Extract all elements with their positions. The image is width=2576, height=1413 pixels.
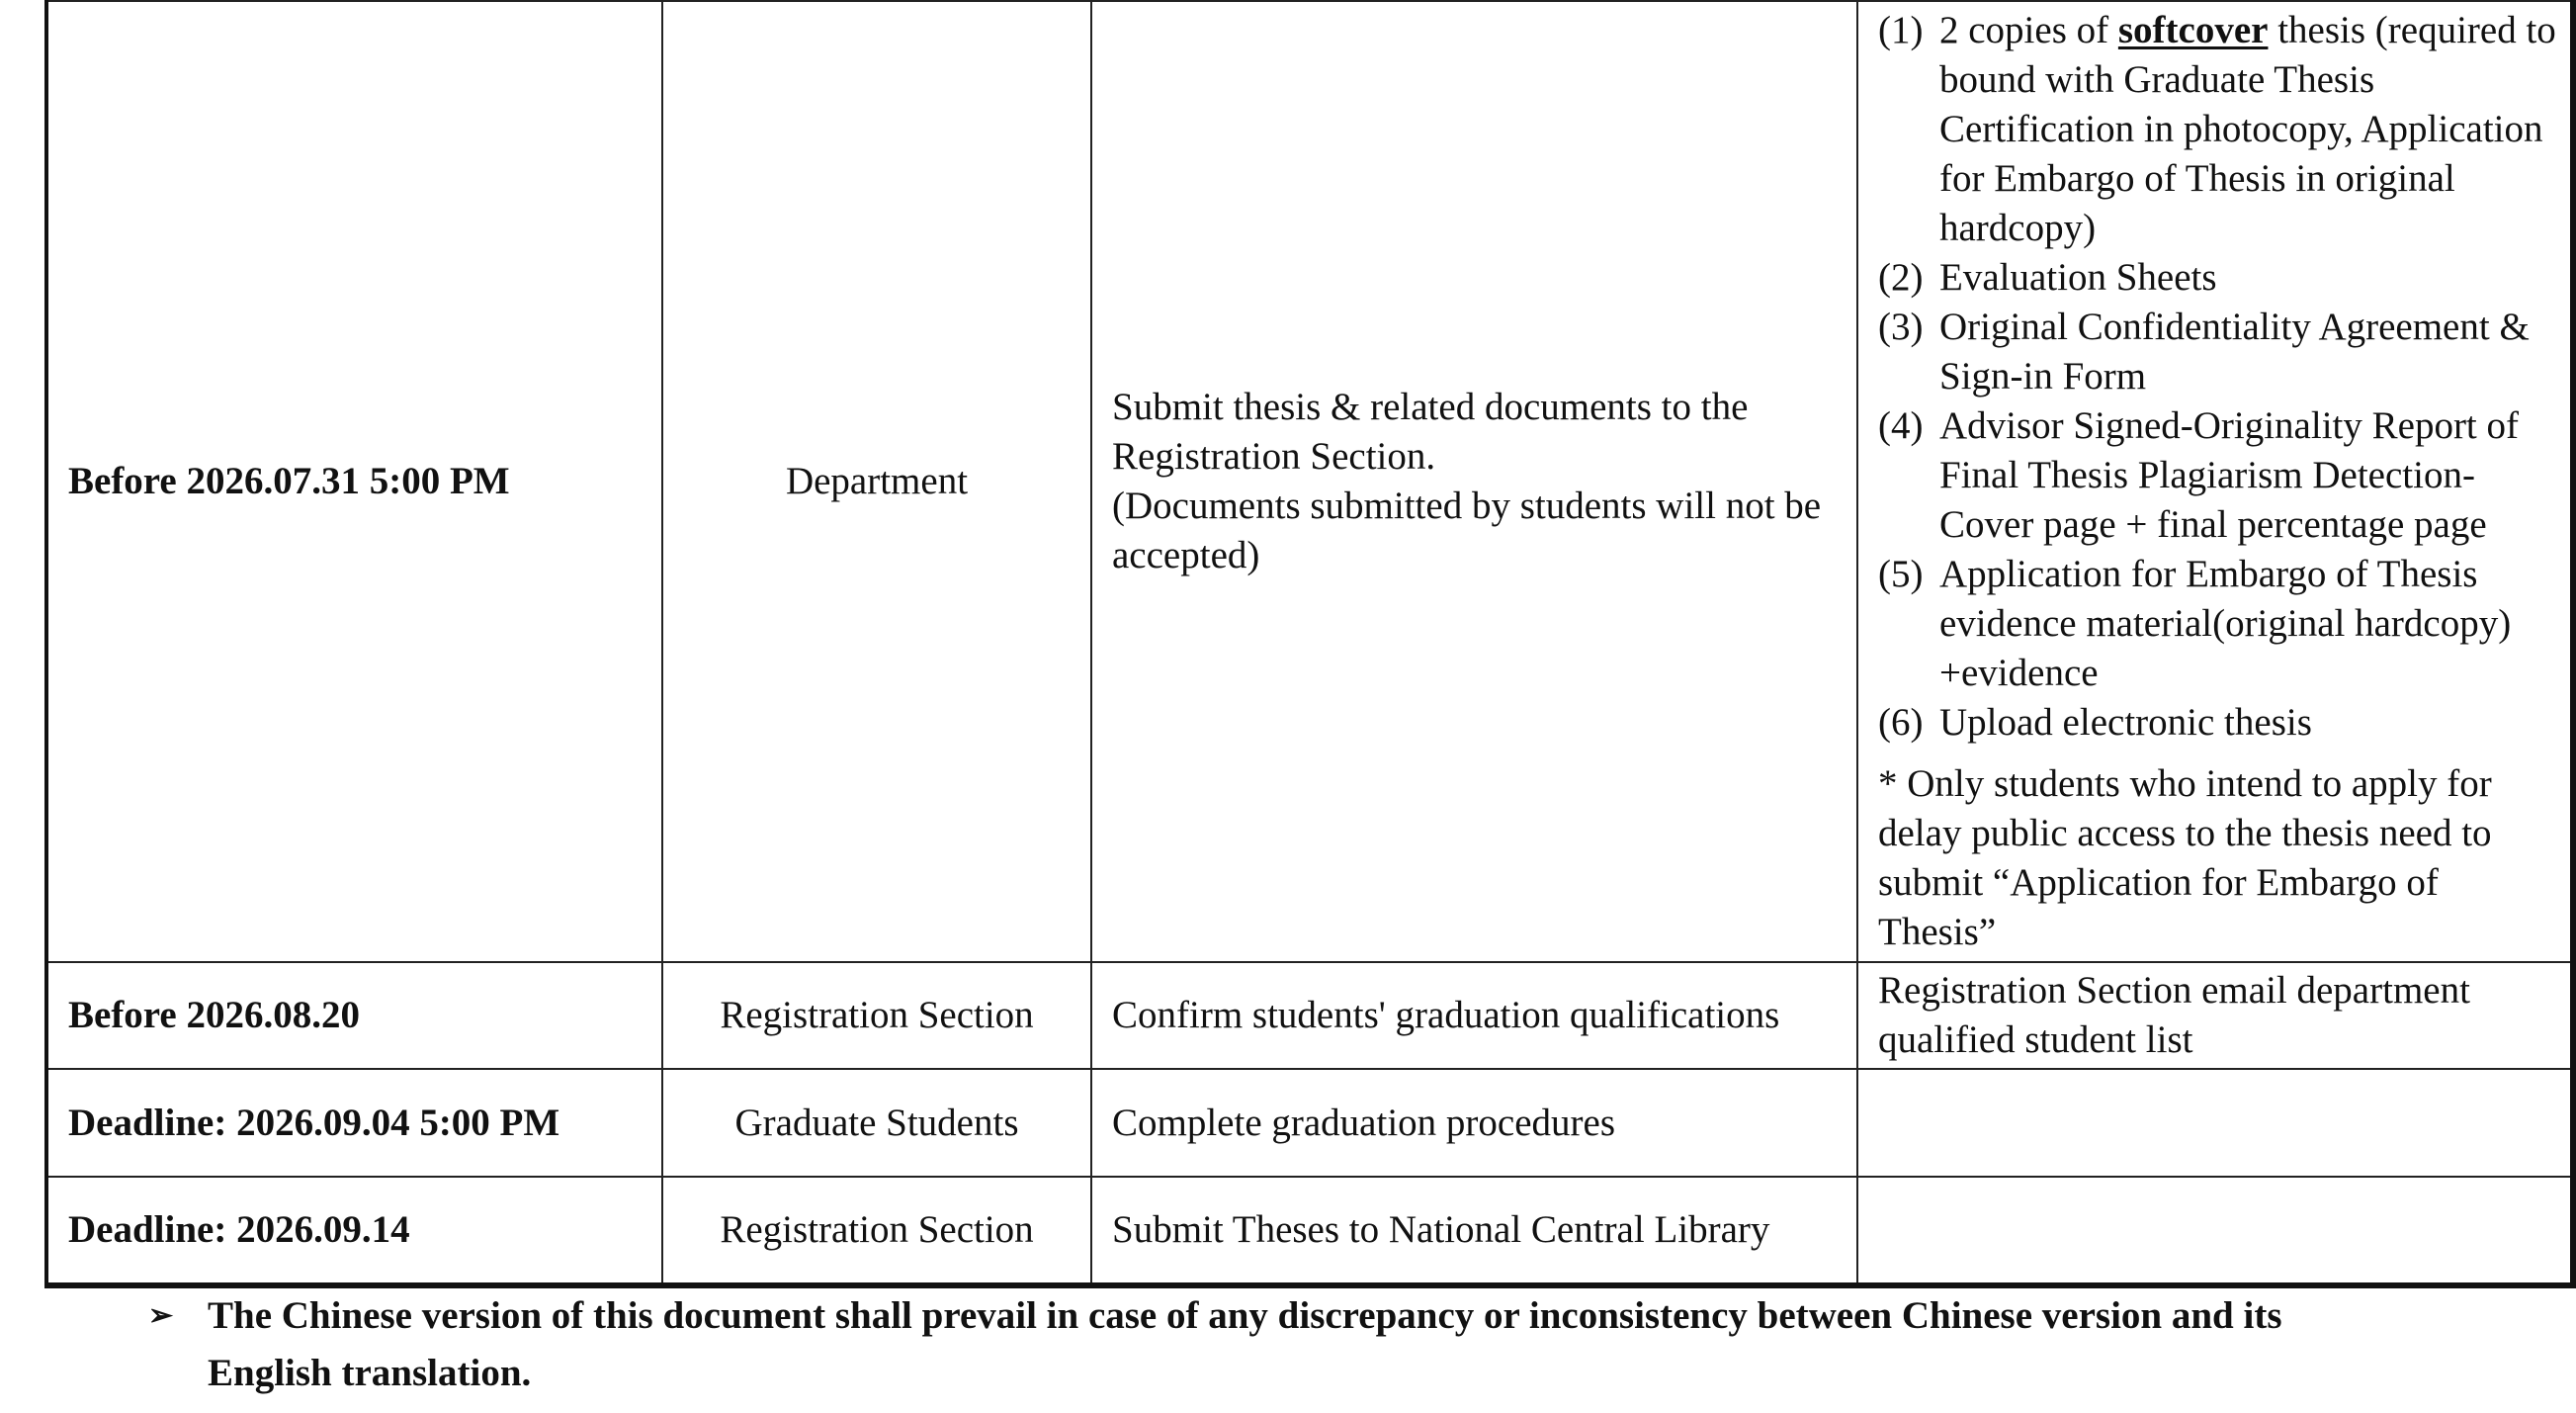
deadline-text: Before 2026.07.31 5:00 PM [68, 460, 510, 502]
unit-cell [662, 1069, 1091, 1177]
deadline-text: Deadline: 2026.09.14 [68, 1208, 410, 1251]
document-text-emphasis: softcover [2117, 9, 2269, 51]
document-text-pre: 2 copies of [1939, 9, 2118, 51]
task-text: Submit thesis & related documents to the Registration Section. (Documents submitted by students will not be accepted) [1112, 386, 1822, 576]
document-text: Advisor Signed-Originality Report of Final Thesis Plagiarism Detection-Cover page + final percentage page [1939, 404, 2520, 546]
unit-cell [662, 1177, 1091, 1285]
table-row [46, 1069, 2573, 1177]
document-number: (1) [1878, 9, 1924, 51]
table-row [46, 1177, 2573, 1285]
document-item [1878, 401, 2560, 550]
document-text: Evaluation Sheets [1939, 256, 2217, 299]
task-cell [1091, 1177, 1857, 1285]
document-item [1878, 698, 2560, 748]
task-text: Confirm students' graduation qualifications [1112, 994, 1780, 1036]
documents-cell [1857, 1069, 2573, 1177]
documents-cell [1857, 1, 2573, 962]
document-number: (3) [1878, 306, 1924, 348]
task-cell [1091, 1069, 1857, 1177]
document-item [1878, 303, 2560, 401]
document-text: Application for Embargo of Thesis evidence material(original hardcopy) +evidence [1939, 553, 2512, 694]
embargo-note: * Only students who intend to apply for delay public access to the thesis need to submit “Application for Embargo of Thesis” [1878, 762, 2492, 953]
unit-text: Department [785, 460, 969, 502]
deadline-cell [46, 962, 662, 1069]
task-text: Submit Theses to National Central Library [1112, 1208, 1770, 1251]
unit-text: Graduate Students [734, 1101, 1019, 1144]
document-text: Registration Section email department qualified student list [1878, 969, 2470, 1061]
table-row [46, 1, 2573, 962]
footnote [148, 1287, 2372, 1402]
deadline-cell [46, 1177, 662, 1285]
unit-text: Registration Section [720, 994, 1034, 1036]
task-cell [1091, 1, 1857, 962]
document-number: (5) [1878, 553, 1924, 595]
unit-cell [662, 1, 1091, 962]
table-row [46, 962, 2573, 1069]
task-cell [1091, 962, 1857, 1069]
documents-cell [1857, 962, 2573, 1069]
deadline-text: Deadline: 2026.09.04 5:00 PM [68, 1101, 560, 1144]
document-text-post: thesis (required to bound with Graduate Thesis Certification in photocopy, Application for Embargo of Thesis in original hardcopy) [1939, 9, 2556, 249]
document-number: (6) [1878, 701, 1924, 744]
arrow-bullet-icon: ➢ [148, 1299, 174, 1332]
deadline-text: Before 2026.08.20 [68, 994, 360, 1036]
document-text: Upload electronic thesis [1939, 701, 2312, 744]
deadline-cell [46, 1, 662, 962]
document-number: (4) [1878, 404, 1924, 447]
document-text: Original Confidentiality Agreement & Sign-in Form [1939, 306, 2530, 397]
task-text: Complete graduation procedures [1112, 1101, 1615, 1144]
documents-cell [1857, 1177, 2573, 1285]
schedule-table [44, 0, 2576, 1288]
footnote-text: The Chinese version of this document shall prevail in case of any discrepancy or inconsistency between Chinese version and its English translation. [208, 1294, 2282, 1394]
document-item [1878, 6, 2560, 253]
document-item [1878, 253, 2560, 303]
document-item [1878, 550, 2560, 698]
deadline-cell [46, 1069, 662, 1177]
unit-text: Registration Section [720, 1208, 1034, 1251]
document-number: (2) [1878, 256, 1924, 299]
unit-cell [662, 962, 1091, 1069]
